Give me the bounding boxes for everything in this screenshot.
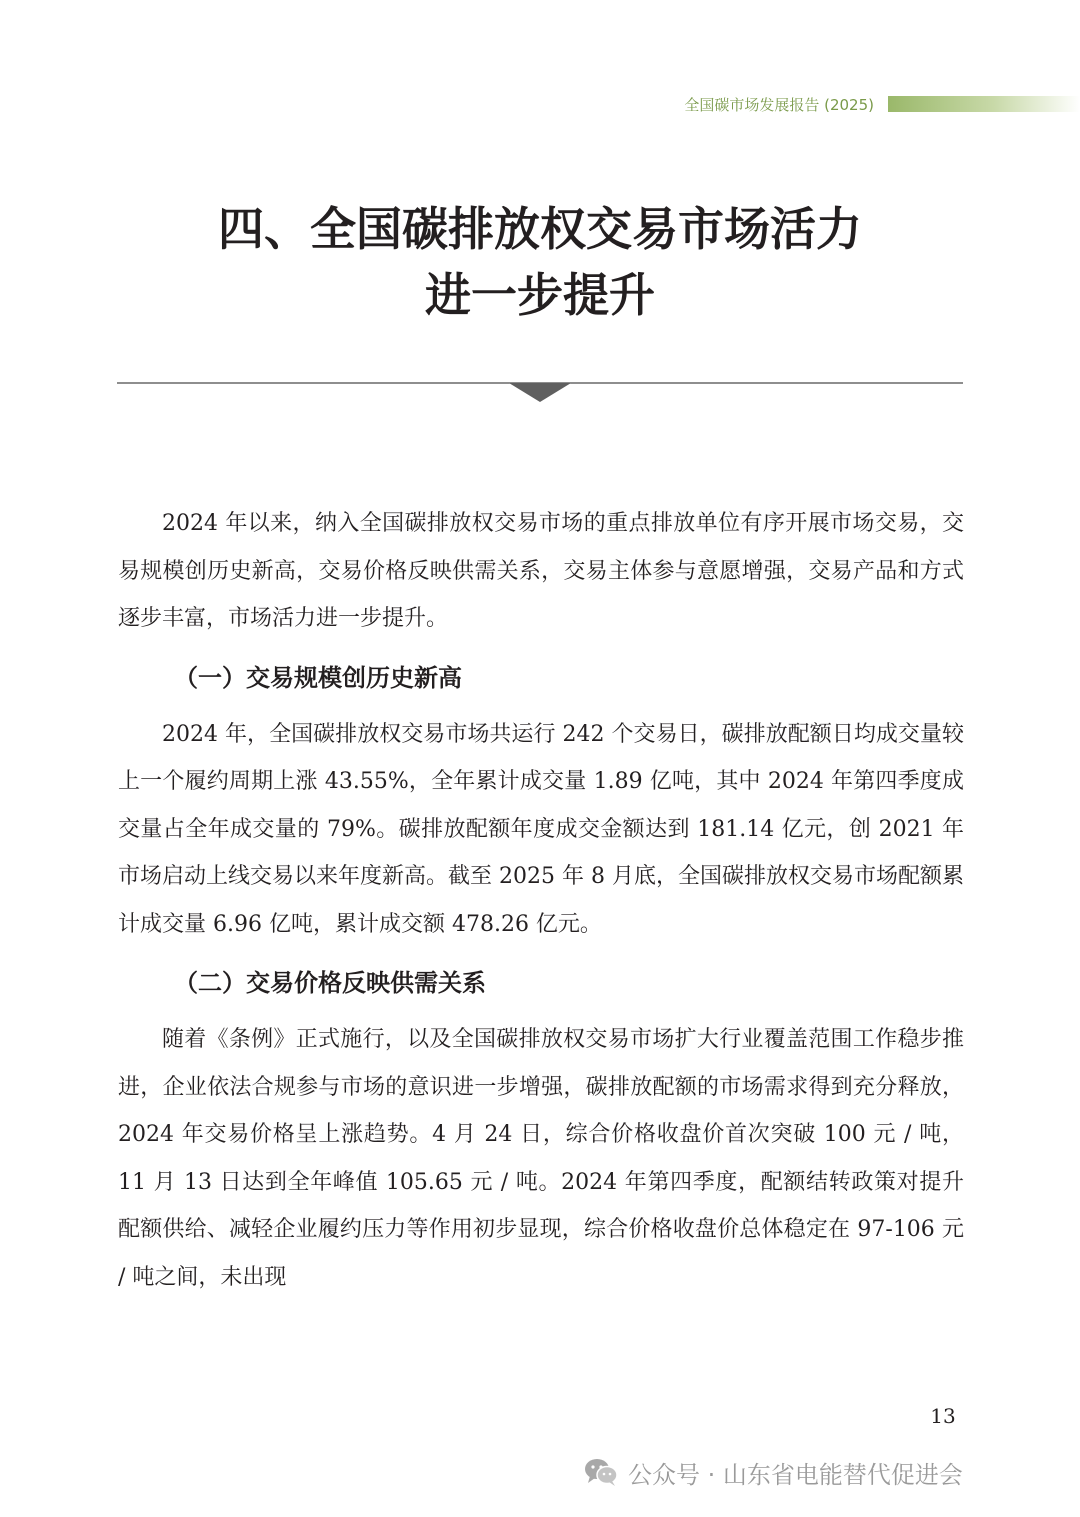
section-2-paragraph: 随着《条例》正式施行，以及全国碳排放权交易市场扩大行业覆盖范围工作稳步推进，企业依法合规参与市场的意识进一步增强，碳排放配额的市场需求得到充分释放，2024 年交易价格呈上涨趋势。4 月 24 日，综合价格收盘价首次突破 100 元 / 吨，11 月 13 日达到全年峰值 105.65 元 / 吨。2024 年第四季度，配额结转政策对提升配额供给、减轻企业履约压力等作用初步显现，综合价格收盘价总体稳定在 97-106 元 / 吨之间，未出现	[118, 1027, 964, 1290]
watermark-text: 公众号 · 山东省电能替代促进会	[628, 1460, 963, 1489]
section-heading-1: （一）交易规模创历史新高	[174, 663, 462, 692]
chapter-title	[0, 196, 1080, 328]
section-1-paragraph: 2024 年，全国碳排放权交易市场共运行 242 个交易日，碳排放配额日均成交量较上一个履约周期上涨 43.55%，全年累计成交量 1.89 亿吨，其中 2024 年第四季度成交量占全年成交量的 79%。碳排放配额年度成交金额达到 181.14 亿元，创 2021 年市场启动上线交易以来年度新高。截至 2025 年 8 月底，全国碳排放权交易市场配额累计成交量 6.96 亿吨，累计成交额 478.26 亿元。	[118, 721, 964, 937]
divider-triangle-icon	[509, 383, 571, 402]
title-divider	[117, 382, 963, 412]
chapter-title-line-2: 进一步提升	[425, 268, 655, 322]
main-content	[118, 500, 964, 1301]
intro-paragraph: 2024 年以来，纳入全国碳排放权交易市场的重点排放单位有序开展市场交易，交易规模创历史新高，交易价格反映供需关系，交易主体参与意愿增强，交易产品和方式逐步丰富，市场活力进一步提升。	[118, 511, 964, 631]
watermark	[584, 1452, 963, 1492]
section-heading-2: （二）交易价格反映供需关系	[174, 969, 486, 997]
running-header-accent-bar	[888, 96, 1080, 112]
running-header	[0, 92, 1080, 118]
running-header-title: 全国碳市场发展报告 (2025)	[684, 96, 874, 114]
wechat-icon	[584, 1457, 618, 1487]
page-number: 13	[930, 1404, 956, 1428]
chapter-title-line-1: 四、全国碳排放权交易市场活力	[218, 202, 862, 256]
